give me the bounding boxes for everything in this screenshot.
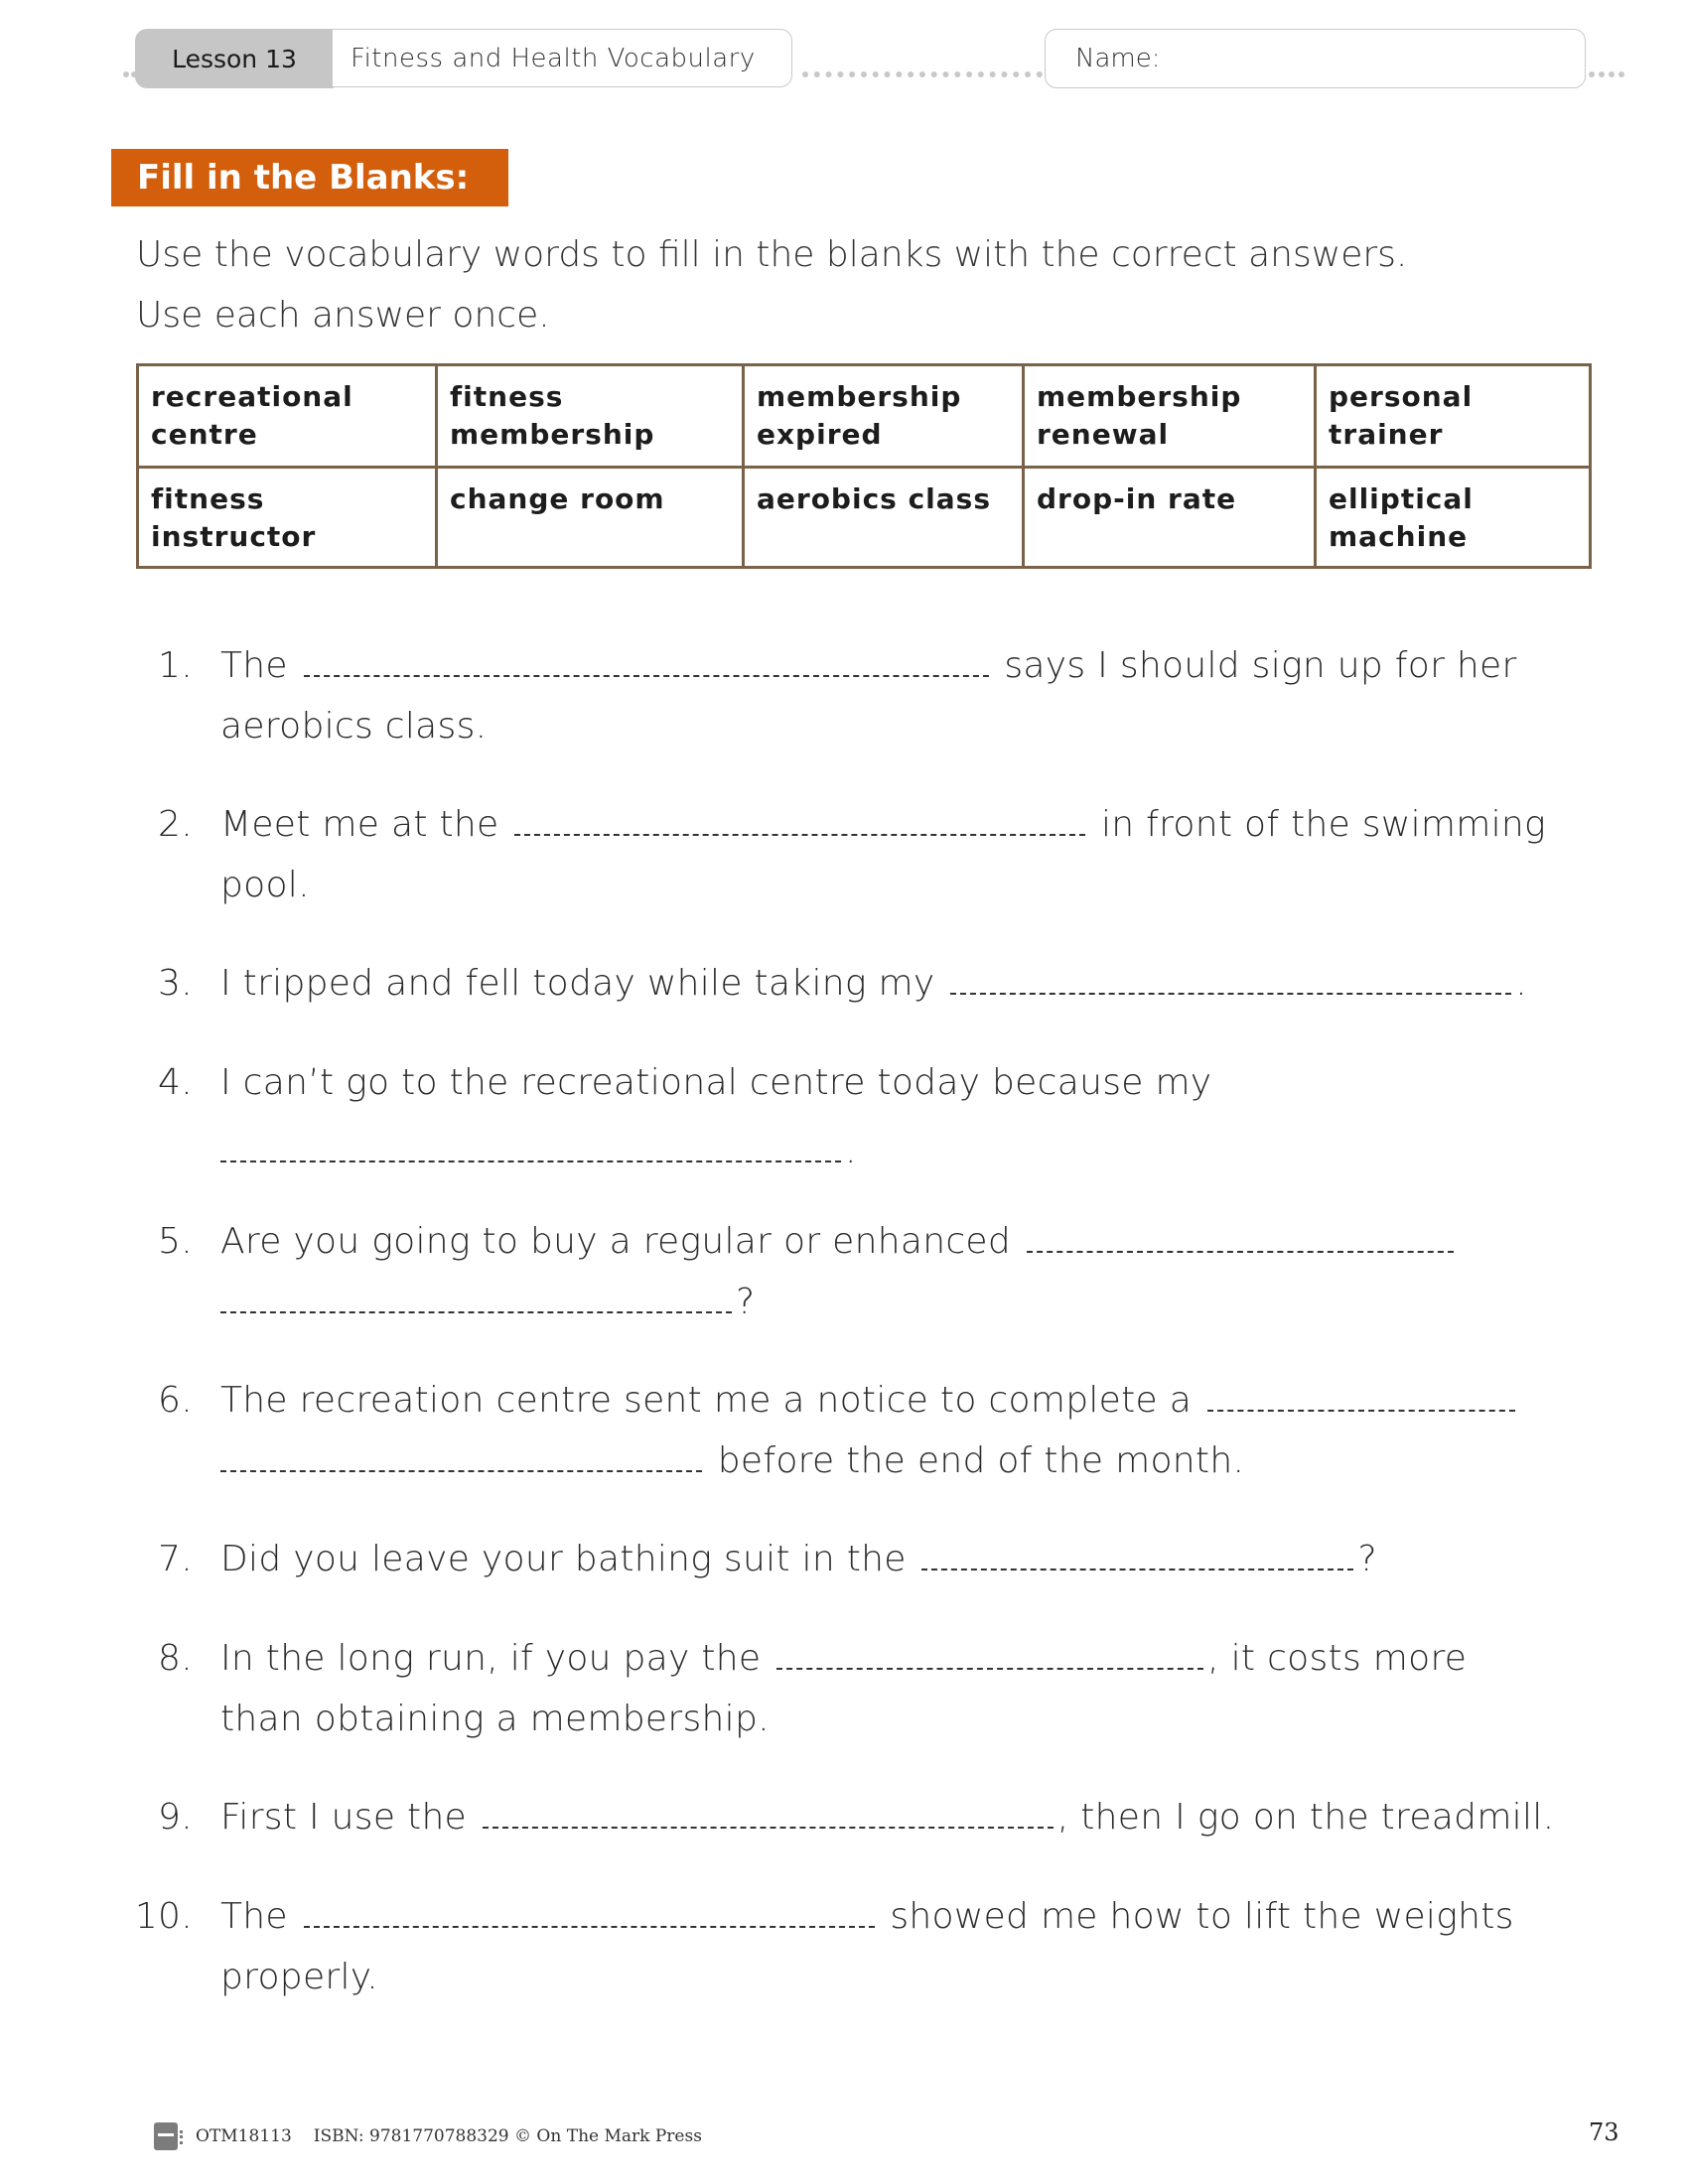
- isbn-copyright: ISBN: 9781770788329 © On The Mark Press: [313, 2126, 702, 2146]
- question-text-after: showed me how to lift the weights: [890, 1896, 1514, 1937]
- answer-blank[interactable]: [1207, 1372, 1515, 1412]
- lesson-number-tab: [135, 29, 334, 88]
- book-icon: [154, 2122, 178, 2150]
- name-label: Name:: [1075, 44, 1161, 73]
- instructions-line-2: Use each answer once.: [136, 295, 550, 336]
- question-text-before: The: [220, 1896, 288, 1937]
- question-text-before: Are you going to buy a regular or enhanced: [220, 1221, 1012, 1262]
- question-text-line2: pool.: [220, 865, 310, 905]
- vocab-cell: aerobics class: [744, 468, 1024, 568]
- vocab-cell: change room: [437, 468, 744, 568]
- header-dots-right: [1589, 71, 1624, 77]
- answer-blank[interactable]: [304, 637, 989, 677]
- vocab-cell: membership renewal: [1024, 365, 1316, 468]
- footer: [154, 2122, 724, 2150]
- question-text-before: Did you leave your bathing suit in the: [220, 1539, 907, 1579]
- question-text-before: I can’t go to the recreational centre today because my: [220, 1062, 1212, 1103]
- question-number: 1.: [158, 645, 193, 686]
- question-text-after: , it costs more: [1207, 1638, 1468, 1679]
- question-text-line2: aerobics class.: [220, 706, 488, 747]
- lesson-title: Fitness and Health Vocabulary: [351, 43, 756, 73]
- question-text-after: says I should sign up for her: [1004, 645, 1517, 686]
- name-field[interactable]: [1045, 29, 1586, 88]
- vocab-cell: fitness membership: [437, 365, 744, 468]
- answer-blank[interactable]: [304, 1888, 875, 1928]
- question-text-after: , then I go on the treadmill.: [1056, 1797, 1555, 1838]
- question-text-after: before the end of the month.: [717, 1440, 1245, 1481]
- instructions-line-1: Use the vocabulary words to fill in the blanks with the correct answers.: [136, 234, 1408, 275]
- header-dots-middle: [802, 71, 1043, 77]
- instructions: [136, 224, 1625, 345]
- answer-blank[interactable]: [514, 796, 1085, 836]
- question-text-after: in front of the swimming: [1100, 804, 1546, 845]
- question-number: 2.: [158, 804, 193, 845]
- question-number: 5.: [158, 1221, 193, 1262]
- answer-blank[interactable]: [483, 1789, 1054, 1829]
- question-text-after: ?: [1357, 1539, 1377, 1579]
- vocab-cell: elliptical machine: [1316, 468, 1591, 568]
- vocab-cell: drop-in rate: [1024, 468, 1316, 568]
- question-text-before: The: [220, 645, 288, 686]
- vocab-cell: fitness instructor: [138, 468, 437, 568]
- answer-blank-continued[interactable]: [220, 1433, 702, 1472]
- question-number: 8.: [158, 1638, 193, 1679]
- question-number: 9.: [158, 1797, 193, 1838]
- section-banner: [111, 149, 508, 206]
- answer-blank[interactable]: [776, 1630, 1203, 1670]
- question-text-before: In the long run, if you pay the: [220, 1638, 762, 1679]
- question-text-after: .: [1515, 963, 1527, 1004]
- question-text-before: I tripped and fell today while taking my: [220, 963, 935, 1004]
- page-number: 73: [1589, 2118, 1619, 2146]
- answer-blank[interactable]: [950, 955, 1511, 995]
- vocab-row: [138, 468, 1591, 568]
- question-number: 4.: [158, 1062, 193, 1103]
- question-text-before: The recreation centre sent me a notice to complete a: [220, 1380, 1193, 1421]
- question-text-before: Meet me at the: [220, 804, 499, 845]
- answer-blank-continued[interactable]: [220, 1274, 732, 1313]
- question-number: 3.: [158, 963, 193, 1004]
- answer-blank[interactable]: [220, 1123, 841, 1162]
- question-number: 7.: [158, 1539, 193, 1579]
- vocab-cell: personal trainer: [1316, 365, 1591, 468]
- question-number: 10.: [134, 1896, 193, 1937]
- section-title: Fill in the Blanks:: [137, 158, 470, 198]
- lesson-title-tab: [332, 29, 792, 87]
- vocab-cell: membership expired: [744, 365, 1024, 468]
- question-text-after: .: [845, 1131, 857, 1171]
- lesson-label: Lesson 13: [172, 44, 297, 73]
- vocab-cell: recreational centre: [138, 365, 437, 468]
- vocab-row: [138, 365, 1591, 468]
- vocabulary-table: [136, 363, 1592, 569]
- question-text-before: First I use the: [220, 1797, 468, 1838]
- question-text-line2: than obtaining a membership.: [220, 1699, 770, 1739]
- answer-blank[interactable]: [1027, 1213, 1454, 1253]
- question-text-after: ?: [736, 1282, 756, 1322]
- product-code: OTM18113: [196, 2126, 292, 2146]
- question-text-line2: properly.: [220, 1957, 379, 1997]
- answer-blank[interactable]: [921, 1531, 1353, 1570]
- question-number: 6.: [158, 1380, 193, 1421]
